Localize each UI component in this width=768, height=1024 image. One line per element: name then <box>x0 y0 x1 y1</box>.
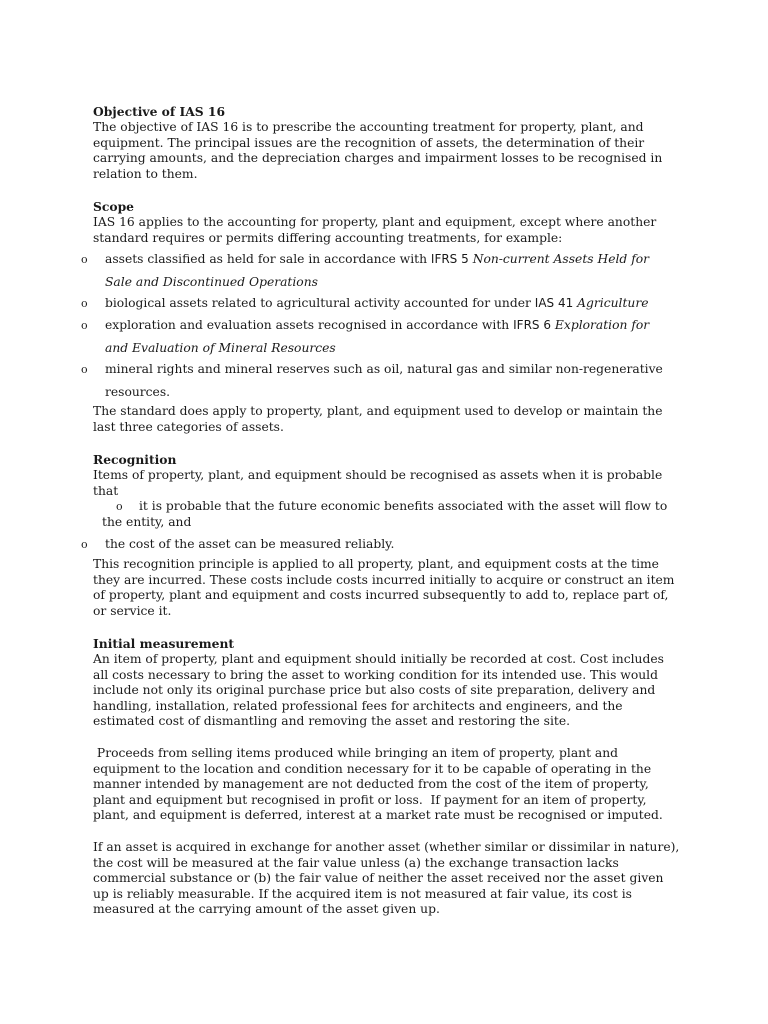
recognition-closing: This recognition principle is applied to all property, plant, and equipment costs at the time they are incurred. These costs include costs incurred initially to acquire or construct an item of property, plant and equipment and costs incurred subsequently to add to, replace part of, or service it. <box>93 557 675 618</box>
scope-item-exploration: exploration and evaluation assets recognised in accordance with IFRS 6 Exploration for and Evaluation of Mineral Resources <box>105 318 650 355</box>
bullet-marker: o <box>81 538 88 551</box>
recognition-item-cost: the cost of the asset can be measured reliably. <box>105 537 395 551</box>
recognition-intro: Items of property, plant, and equipment should be recognised as assets when it is probable that <box>93 468 663 498</box>
bullet-marker: o <box>81 253 88 266</box>
initial-measurement-para2: Proceeds from selling items produced while bringing an item of property, plant and equipment to the location and condition necessary for it to be capable of operating in the manner intended by management are not deducted from the cost of the item of property, plant and equipment but recognised in profit or loss. If payment for an item of property, plant, and equipment is deferred, interest at a market rate must be recognised or imputed. <box>93 746 663 823</box>
scope-item-mineral: mineral rights and mineral reserves such as oil, natural gas and similar non-regenerative resources. <box>105 362 663 399</box>
bullet-marker: o <box>81 297 88 310</box>
scope-item-biological: biological assets related to agricultural activity accounted for under IAS 41 Agriculture <box>105 296 649 310</box>
initial-measurement-heading: Initial measurement <box>93 636 235 651</box>
scope-item-held-for-sale: assets classified as held for sale in accordance with IFRS 5 Non-current Assets Held for Sale and Discontinued Operations <box>105 252 650 289</box>
initial-measurement-para1: An item of property, plant and equipment should initially be recorded at cost. Cost includes all costs necessary to bring the asset to working condition for its intended use. This would include not only its original purchase price but also costs of site preparation, delivery and handling, installation, related professional fees for architects and engineers, and the estimated cost of dismantling and removing the asset and restoring the site. <box>93 652 664 729</box>
objective-body: The objective of IAS 16 is to prescribe the accounting treatment for property, plant, and equipment. The principal issues are the recognition of assets, the determination of their carrying amounts, and the depreciation charges and impairment losses to be recognised in relation to them. <box>93 120 663 181</box>
bullet-marker: o <box>81 319 88 332</box>
initial-measurement-para3: If an asset is acquired in exchange for another asset (whether similar or dissimilar in nature), the cost will be measured at the fair value unless (a) the exchange transaction lacks commercial substance or (b) the fair value of neither the asset received nor the asset given up is reliably measurable. If the acquired item is not measured at fair value, its cost is measured at the carrying amount of the asset given up. <box>93 840 680 917</box>
objective-heading: Objective of IAS 16 <box>93 104 226 119</box>
scope-closing: The standard does apply to property, plant, and equipment used to develop or maintain the last three categories of assets. <box>93 404 663 434</box>
scope-heading: Scope <box>93 199 134 214</box>
recognition-item-benefits: it is probable that the future economic benefits associated with the asset will flow to the entity, and <box>102 499 668 529</box>
bullet-marker: o <box>116 500 123 513</box>
bullet-marker: o <box>81 363 88 376</box>
recognition-heading: Recognition <box>93 452 177 467</box>
scope-intro: IAS 16 applies to the accounting for property, plant and equipment, except where another standard requires or permits differing accounting treatments, for example: <box>93 215 657 245</box>
